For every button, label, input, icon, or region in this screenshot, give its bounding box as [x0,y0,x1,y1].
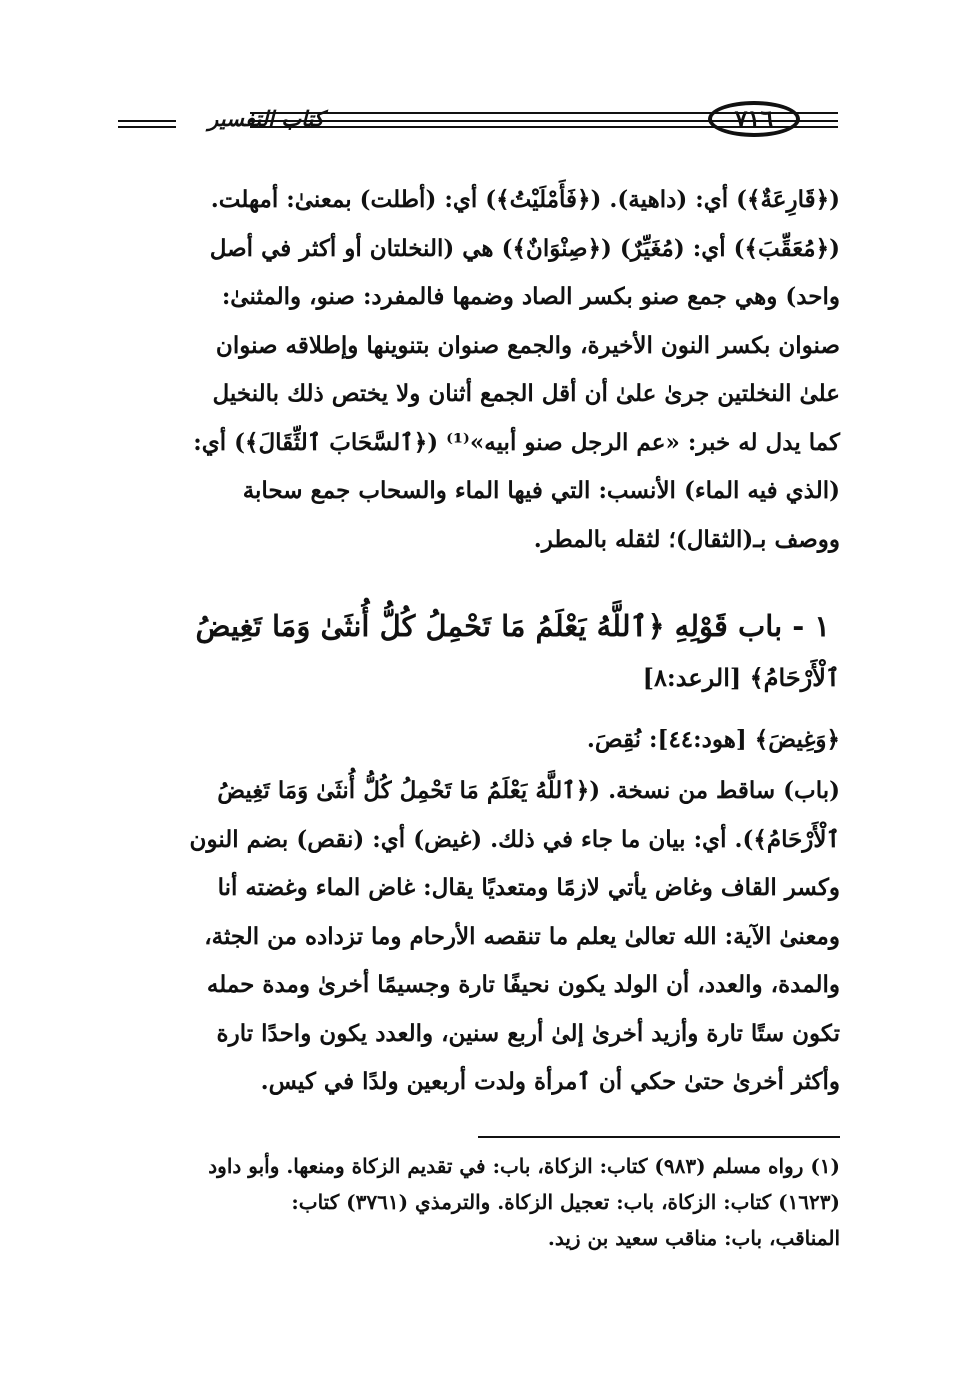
text-line: وأكثر أخرىٰ حتىٰ حكي أن ٱمرأة ولدت أربعين ولدًا في كيس. [260,1068,840,1095]
text-line: ومعنىٰ الآية: الله تعالىٰ يعلم ما تنقصه الأرحام وما تزداده من الجثة، [204,922,840,950]
text-line: علىٰ النخلتين جرىٰ علىٰ أن أقل الجمع أثنان ولا يختص ذلك بالنخيل [212,380,840,407]
text-line: والمدة، والعدد، أن الولد يكون نحيفًا تارة وجسيمًا أخرىٰ ومدة حمله [206,971,840,998]
chapter-heading-line-2: ٱلْأَرْحَامُ﴾ [الرعد:٨] [642,663,840,692]
text-line: (﴿قَارِعَةٌ﴾) أي: (داهية). (﴿فَأَمْلَيْتُ﴾) أي: (أطلت) بمعنىٰ: أمهلت. [210,186,840,213]
footnote-line: (١) رواه مسلم (٩٨٣) كتاب: الزكاة، باب: في تقديم الزكاة ومنعها. وأبو داود [208,1154,840,1178]
commentary-paragraph-2 [118,767,840,1107]
header-rule-left [118,120,176,122]
text-line: (﴿مُعَقِّبَ﴾) أي: (مُغَيِّرٌ) (﴿صِنْوَانٌ﴾) هي (النخلتان أو أكثر في أصل [209,234,840,262]
text-line: تكون ستًا تارة وأزيد أخرىٰ إلىٰ أربع سنين، والعدد يكون واحدًا تارة [216,1019,840,1047]
page-number-badge [708,101,800,137]
text-line: وكسر القاف وغاض يأتي لازمًا ومتعديًا يقال: غاض الماء وغضته أنا [217,874,840,901]
footnote [118,1148,840,1256]
header-rule-left-2 [118,126,176,128]
footnote-separator [478,1136,840,1138]
text-line: كما يدل له خبر: «عم الرجل صنو أبيه»⁽¹⁾ (﴿ٱلسَّحَابَ ٱلثِّقَالَ﴾) أي: [193,428,840,456]
text-line: ووصف بـ(الثقال)؛ لثقله بالمطر. [533,525,840,553]
chapter-heading-line-1: ١ - باب قَوْلِهِ ﴿ٱللَّهُ يَعْلَمُ مَا تَحْمِلُ كُلُّ أُنثَىٰ وَمَا تَغِيضُ [195,609,830,643]
footnote-line: المناقب، باب: مناقب سعيد بن زيد. [547,1226,840,1250]
text-line: (الذي فيه الماء) الأنسب: التي فيها الماء والسحاب جمع سحابة [242,477,840,504]
subline-text: ﴿وَغِيضَ﴾ [هود:٤٤]: نُقِصَ. [586,726,840,753]
commentary-paragraph-1 [118,176,840,564]
chapter-subline [118,716,840,765]
page-header [118,98,838,142]
page-number: ٧١٦ [734,104,774,133]
running-title: كتاب التفسير [208,106,324,131]
text-line: واحد) وهي جمع صنو بكسر الصاد وضمها فالمفرد: صنو، والمثنىٰ: [221,283,840,310]
text-line: صنوان بكسر النون الأخيرة، والجمع صنوان بتنوينها وإطلاقه صنوان [215,331,840,359]
chapter-heading [118,600,840,704]
text-line: ٱلْأَرْحَامُ﴾). أي: بيان ما جاء في ذلك. (غيض) أي: (نقص) بضم النون [189,825,840,853]
footnote-line: (١٦٢٣) كتاب: الزكاة، باب: تعجيل الزكاة. والترمذي (٣٧٦١) كتاب: [291,1190,840,1214]
text-line: (باب) ساقط من نسخة. (﴿ٱللَّهُ يَعْلَمُ مَا تَحْمِلُ كُلُّ أُنثَىٰ وَمَا تَغِيضُ [217,777,840,804]
